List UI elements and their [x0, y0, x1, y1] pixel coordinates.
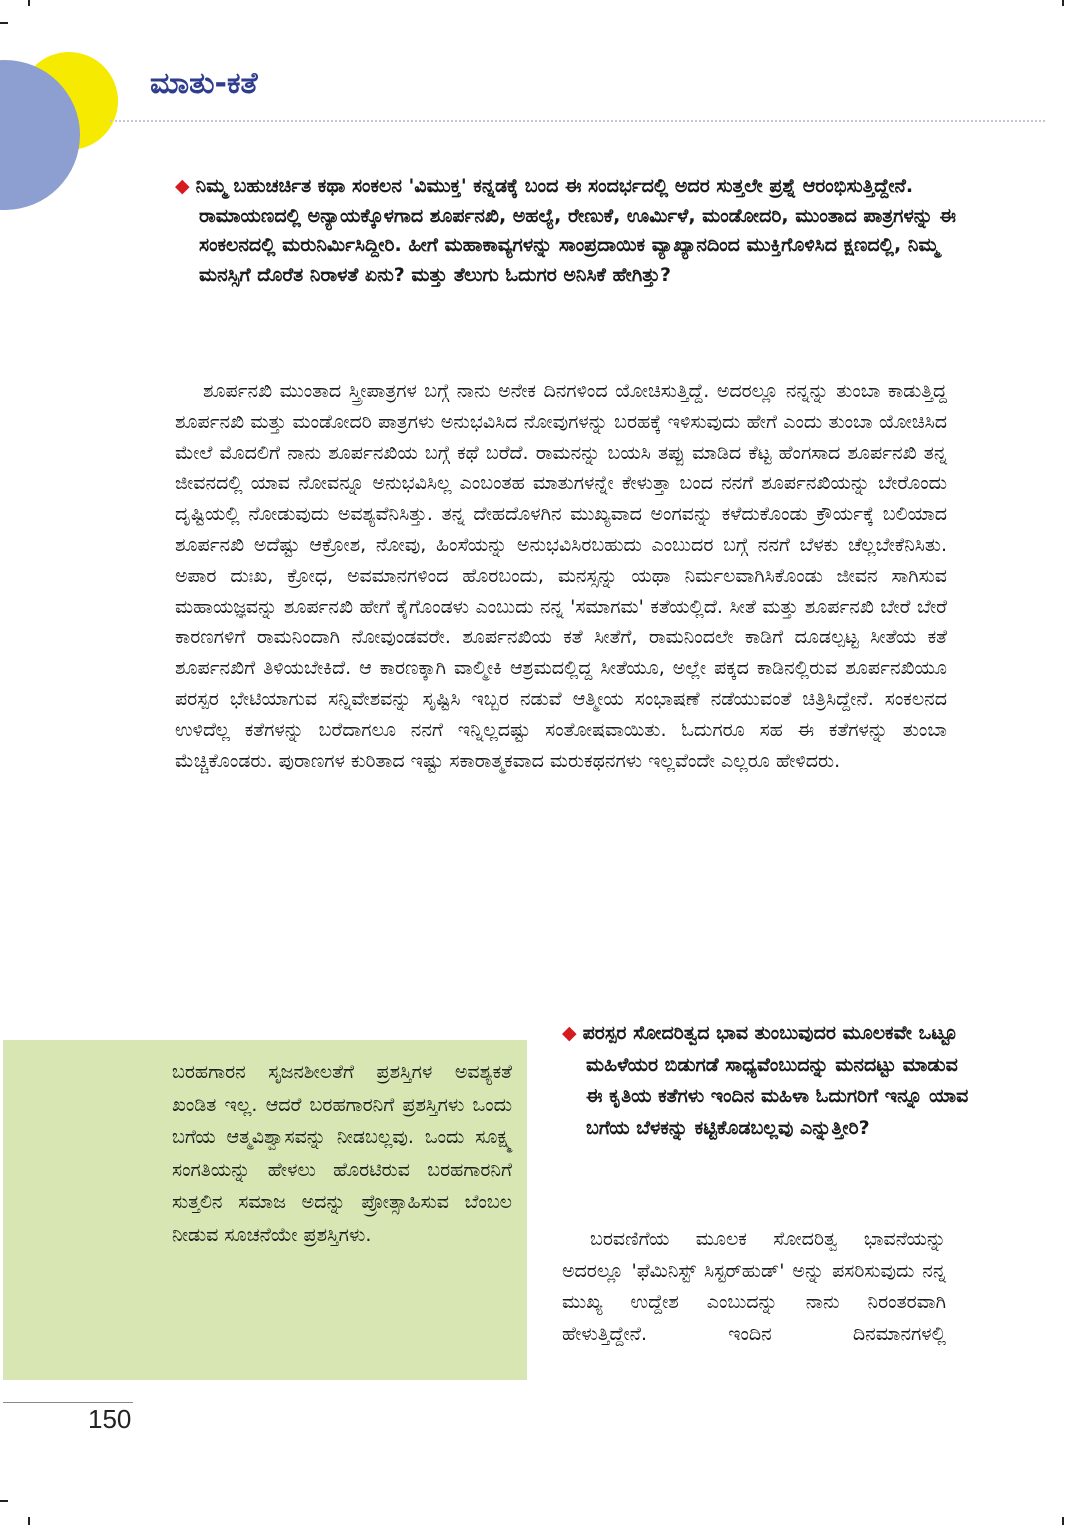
- answer-1: ಶೂರ್ಪನಖಿ ಮುಂತಾದ ಸ್ತ್ರೀಪಾತ್ರಗಳ ಬಗ್ಗೆ ನಾನು ಅನೇಕ ದಿನಗಳಿಂದ ಯೋಚಿಸುತ್ತಿದ್ದೆ. ಅದರಲ್ಲೂ ನನ್ನನ್ನು ತುಂಬಾ ಕಾಡುತ್ತಿದ್ದ ಶೂರ್ಪನಖಿ ಮತ್ತು ಮಂಡೋದರಿ ಪಾತ್ರಗಳು ಅನುಭವಿಸಿದ ನೋವುಗಳನ್ನು ಬರಹಕ್ಕೆ ಇಳಿಸುವುದು ಹೇಗೆ ಎಂದು ತುಂಬಾ ಯೋಚಿಸಿದ ಮೇಲೆ ಮೊದಲಿಗೆ ನಾನು ಶೂರ್ಪನಖಿಯ ಬಗ್ಗೆ ಕಥೆ ಬರೆದೆ. ರಾಮನನ್ನು ಬಯಸಿ ತಪ್ಪು ಮಾಡಿದ ಕೆಟ್ಟ ಹೆಂಗಸಾದ ಶೂರ್ಪನಖಿ ತನ್ನ ಜೀವನದಲ್ಲಿ ಯಾವ ನೋವನ್ನೂ ಅನುಭವಿಸಿಲ್ಲ ಎಂಬಂತಹ ಮಾತುಗಳನ್ನೇ ಕೇಳುತ್ತಾ ಬಂದ ನನಗೆ ಶೂರ್ಪನಖಿಯನ್ನು ಬೇರೊಂದು ದೃಷ್ಟಿಯಲ್ಲಿ ನೋಡುವುದು ಅವಶ್ಯವೆನಿಸಿತ್ತು. ತನ್ನ ದೇಹದೊಳಗಿನ ಮುಖ್ಯವಾದ ಅಂಗವನ್ನು ಕಳೆದುಕೊಂಡು ಕ್ರೌರ್ಯಕ್ಕೆ ಬಲಿಯಾದ ಶೂರ್ಪನಖಿ ಅದೆಷ್ಟು ಆಕ್ರೋಶ, ನೋವು, ಹಿಂಸೆಯನ್ನು ಅನುಭವಿಸಿರಬಹುದು ಎಂಬುದರ ಬಗ್ಗೆ ನನಗೆ ಬೆಳಕು ಚೆಲ್ಲಬೇಕೆನಿಸಿತು. ಅಪಾರ ದುಃಖ, ಕ್ರೋಧ, ಅವಮಾನಗಳಿಂದ ಹೊರಬಂದು, ಮನಸ್ಸನ್ನು ಯಥಾ ನಿರ್ಮಲವಾಗಿಸಿಕೊಂಡು ಜೀವನ ಸಾಗಿಸುವ ಮಹಾಯಜ್ಞವನ್ನು ಶೂರ್ಪನಖಿ ಹೇಗೆ ಕೈಗೊಂಡಳು ಎಂಬುದು ನನ್ನ 'ಸಮಾಗಮ' ಕತೆಯಲ್ಲಿದೆ. ಸೀತೆ ಮತ್ತು ಶೂರ್ಪನಖಿ ಬೇರೆ ಬೇರೆ ಕಾರಣಗಳಿಗೆ ರಾಮನಿಂದಾಗಿ ನೋವುಂಡವರೇ. ಶೂರ್ಪನಖಿಯ ಕತೆ ಸೀತೆಗೆ, ರಾಮನಿಂದಲೇ ಕಾಡಿಗೆ ದೂಡಲ್ಪಟ್ಟ ಸೀತೆಯ ಕತೆ ಶೂರ್ಪನಖಿಗೆ ತಿಳಿಯಬೇಕಿದೆ. ಆ ಕಾರಣಕ್ಕಾಗಿ ವಾಲ್ಮೀಕಿ ಆಶ್ರಮದಲ್ಲಿದ್ದ ಸೀತೆಯೂ, ಅಲ್ಲೇ ಪಕ್ಕದ ಕಾಡಿನಲ್ಲಿರುವ ಶೂರ್ಪನಖಿಯೂ ಪರಸ್ಪರ ಭೇಟಿಯಾಗುವ ಸನ್ನಿವೇಶವನ್ನು ಸೃಷ್ಟಿಸಿ ಇಬ್ಬರ ನಡುವೆ ಆತ್ಮೀಯ ಸಂಭಾಷಣೆ ನಡೆಯುವಂತೆ ಚಿತ್ರಿಸಿದ್ದೇನೆ. ಸಂಕಲನದ ಉಳಿದೆಲ್ಲ ಕತೆಗಳನ್ನು ಬರೆದಾಗಲೂ ನನಗೆ ಇನ್ನಿಲ್ಲದಷ್ಟು ಸಂತೋಷವಾಯಿತು. ಓದುಗರೂ ಸಹ ಈ ಕತೆಗಳನ್ನು ತುಂಬಾ ಮೆಚ್ಚಿಕೊಂಡರು. ಪುರಾಣಗಳ ಕುರಿತಾದ ಇಷ್ಟು ಸಕಾರಾತ್ಮಕವಾದ ಮರುಕಥನಗಳು ಇಲ್ಲವೆಂದೇ ಎಲ್ಲರೂ ಹೇಳಿದರು.: [175, 380, 947, 772]
- crop-mark-bottom-right-v: [1062, 1517, 1064, 1525]
- crop-mark-top-mid-v: [28, 0, 30, 6]
- crop-mark-bottom-mid-v: [28, 1517, 30, 1525]
- question-1-text: ನಿಮ್ಮ ಬಹುಚರ್ಚಿತ ಕಥಾ ಸಂಕಲನ 'ವಿಮುಕ್ತ' ಕನ್ನಡಕ್ಕೆ ಬಂದ ಈ ಸಂದರ್ಭದಲ್ಲಿ ಅದರ ಸುತ್ತಲೇ ಪ್ರಶ್ನೆ ಆರಂಭಿಸುತ್ತಿದ್ದೇನೆ. ರಾಮಾಯಣದಲ್ಲಿ ಅನ್ಯಾಯಕ್ಕೊಳಗಾದ ಶೂರ್ಪನಖಿ, ಅಹಲ್ಯೆ, ರೇಣುಕೆ, ಊರ್ಮಿಳೆ, ಮಂಡೋದರಿ, ಮುಂತಾದ ಪಾತ್ರಗಳನ್ನು ಈ ಸಂಕಲನದಲ್ಲಿ ಮರುನಿರ್ಮಿಸಿದ್ದೀರಿ. ಹೀಗೆ ಮಹಾಕಾವ್ಯಗಳನ್ನು ಸಾಂಪ್ರದಾಯಿಕ ವ್ಯಾಖ್ಯಾನದಿಂದ ಮುಕ್ತಿಗೊಳಿಸಿದ ಕ್ಷಣದಲ್ಲಿ, ನಿಮ್ಮ ಮನಸ್ಸಿಗೆ ದೊರೆತ ನಿರಾಳತೆ ಏನು? ಮತ್ತು ತೆಲುಗು ಓದುಗರ ಅನಿಸಿಕೆ ಹೇಗಿತ್ತು?: [195, 175, 957, 286]
- question-2: [562, 1018, 976, 1144]
- page-number: 150: [88, 1404, 132, 1434]
- question-1: [175, 172, 969, 290]
- dotted-divider: [110, 120, 1045, 122]
- crop-mark-bottom-left-h: [0, 1500, 8, 1502]
- diamond-bullet-icon: ◆: [175, 175, 190, 197]
- answer-2: ಬರವಣಿಗೆಯ ಮೂಲಕ ಸೋದರಿತ್ವ ಭಾವನೆಯನ್ನು ಅದರಲ್ಲೂ 'ಫೆಮಿನಿಸ್ಟ್ ಸಿಸ್ಟರ್‌ಹುಡ್' ಅನ್ನು ಪಸರಿಸುವುದು ನನ್ನ ಮುಖ್ಯ ಉದ್ದೇಶ ಎಂಬುದನ್ನು ನಾನು ನಿರಂತರವಾಗಿ ಹೇಳುತ್ತಿದ್ದೇನೆ. ಇಂದಿನ ದಿನಮಾನಗಳಲ್ಲಿ: [562, 1228, 946, 1345]
- section-title: ಮಾತು-ಕತೆ: [150, 66, 258, 101]
- crop-mark-top-right-v: [1062, 0, 1064, 6]
- crop-mark-top-left-h: [0, 22, 8, 24]
- page-number-rule: [3, 1402, 133, 1403]
- highlight-box-text: ಬರಹಗಾರನ ಸೃಜನಶೀಲತೆಗೆ ಪ್ರಶಸ್ತಿಗಳ ಅವಶ್ಯಕತೆ ಖಂಡಿತ ಇಲ್ಲ. ಆದರೆ ಬರಹಗಾರನಿಗೆ ಪ್ರಶಸ್ತಿಗಳು ಒಂದು ಬಗೆಯ ಆತ್ಮವಿಶ್ವಾಸವನ್ನು ನೀಡಬಲ್ಲವು. ಒಂದು ಸೂಕ್ಷ್ಮ ಸಂಗತಿಯನ್ನು ಹೇಳಲು ಹೊರಟಿರುವ ಬರಹಗಾರನಿಗೆ ಸುತ್ತಲಿನ ಸಮಾಜ ಅದನ್ನು ಪ್ರೋತ್ಸಾಹಿಸುವ ಬೆಂಬಲ ನೀಡುವ ಸೂಚನೆಯೇ ಪ್ರಶಸ್ತಿಗಳು.: [172, 1061, 512, 1246]
- diamond-bullet-icon: ◆: [562, 1022, 577, 1044]
- question-2-text: ಪರಸ್ಪರ ಸೋದರಿತ್ವದ ಭಾವ ತುಂಬುವುದರ ಮೂಲಕವೇ ಒಟ್ಟೂ ಮಹಿಳೆಯರ ಬಿಡುಗಡೆ ಸಾಧ್ಯವೆಂಬುದನ್ನು ಮನದಟ್ಟು ಮಾಡುವ ಈ ಕೃತಿಯ ಕತೆಗಳು ಇಂದಿನ ಮಹಿಳಾ ಓದುಗರಿಗೆ ಇನ್ನೂ ಯಾವ ಬಗೆಯ ಬೆಳಕನ್ನು ಕಟ್ಟಿಕೊಡಬಲ್ಲವು ಎನ್ನುತ್ತೀರಿ?: [582, 1022, 969, 1139]
